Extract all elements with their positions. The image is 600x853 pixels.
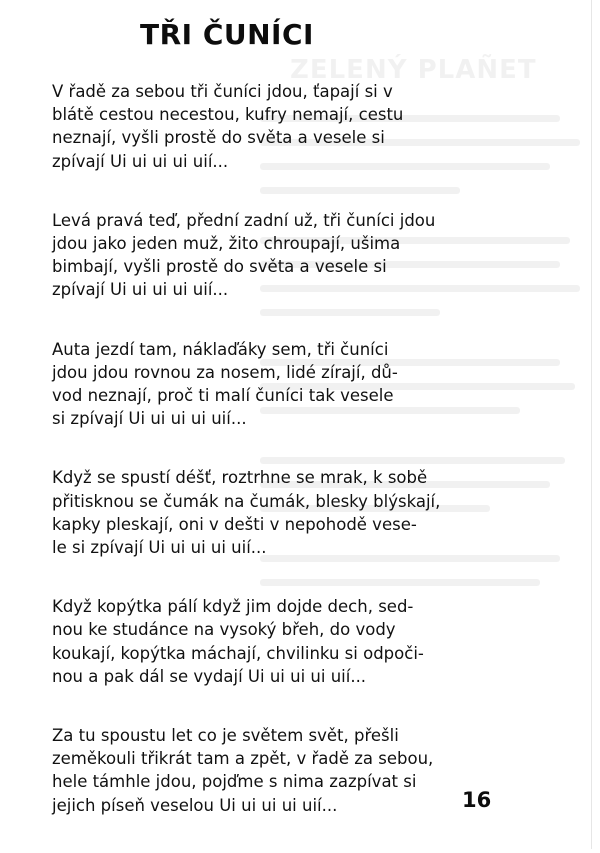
lyric-line: neznají, vyšli prostě do světa a vesele si bbox=[52, 128, 385, 148]
lyric-line: si zpívají Ui ui ui ui uií... bbox=[52, 409, 247, 429]
lyric-line: Když se spustí déšť, roztrhne se mrak, k sobě bbox=[52, 468, 428, 488]
lyric-line: přitisknou se čumák na čumák, blesky blýskají, bbox=[52, 491, 441, 511]
lyric-line: kapky pleskají, oni v dešti v nepohodě vese- bbox=[52, 514, 417, 534]
lyric-line: le si zpívají Ui ui ui ui uií... bbox=[52, 538, 267, 558]
lyric-line: zpívají Ui ui ui ui uií... bbox=[52, 280, 229, 300]
lyric-line: zeměkouli třikrát tam a zpět, v řadě za sebou, bbox=[52, 749, 434, 769]
verse-5 bbox=[52, 595, 522, 688]
lyric-line: Levá pravá teď, přední zadní už, tři čuníci jdou bbox=[52, 210, 436, 230]
lyric-line: jdou jdou rovnou za nosem, lidé zírají, dů- bbox=[52, 362, 398, 382]
lyric-line: jdou jako jeden muž, žito chroupají, ušima bbox=[52, 234, 401, 254]
lyric-line: vod neznají, proč ti malí čuníci tak vesele bbox=[52, 386, 394, 406]
scan-edge bbox=[591, 0, 592, 849]
lyric-line: Za tu spoustu let co je světem svět, přešli bbox=[52, 726, 399, 746]
lyric-line: koukají, kopýtka máchají, chvilinku si odpoči- bbox=[52, 643, 424, 663]
verse-4 bbox=[52, 466, 522, 559]
lyric-line: zpívají Ui ui ui ui uií... bbox=[52, 151, 229, 171]
verse-6 bbox=[52, 724, 522, 817]
verse-3 bbox=[52, 338, 522, 431]
page-number: 16 bbox=[462, 788, 492, 812]
bleed-through-text: ZELENÝ PLAÑET bbox=[250, 55, 595, 615]
verse-2 bbox=[52, 209, 522, 302]
lyric-line: Když kopýtka pálí když jim dojde dech, sed- bbox=[52, 597, 414, 617]
verse-1 bbox=[52, 80, 522, 173]
lyric-line: blátě cestou necestou, kufry nemají, cestu bbox=[52, 105, 404, 125]
lyric-line: nou ke studánce na vysoký břeh, do vody bbox=[52, 620, 396, 640]
lyric-line: nou a pak dál se vydají Ui ui ui ui uií... bbox=[52, 666, 367, 686]
song-title: TŘI ČUNÍCI bbox=[140, 18, 314, 51]
lyric-line: bimbají, vyšli prostě do světa a vesele si bbox=[52, 257, 387, 277]
lyric-line: hele támhle jdou, pojďme s nima zazpívat si bbox=[52, 772, 417, 792]
lyric-line: V řadě za sebou tři čuníci jdou, ťapají si v bbox=[52, 82, 393, 101]
song-lyrics bbox=[52, 80, 522, 853]
lyric-line: Auta jezdí tam, náklaďáky sem, tři čuníci bbox=[52, 339, 389, 359]
lyric-line: jejich píseň veselou Ui ui ui ui uií... bbox=[52, 795, 338, 815]
